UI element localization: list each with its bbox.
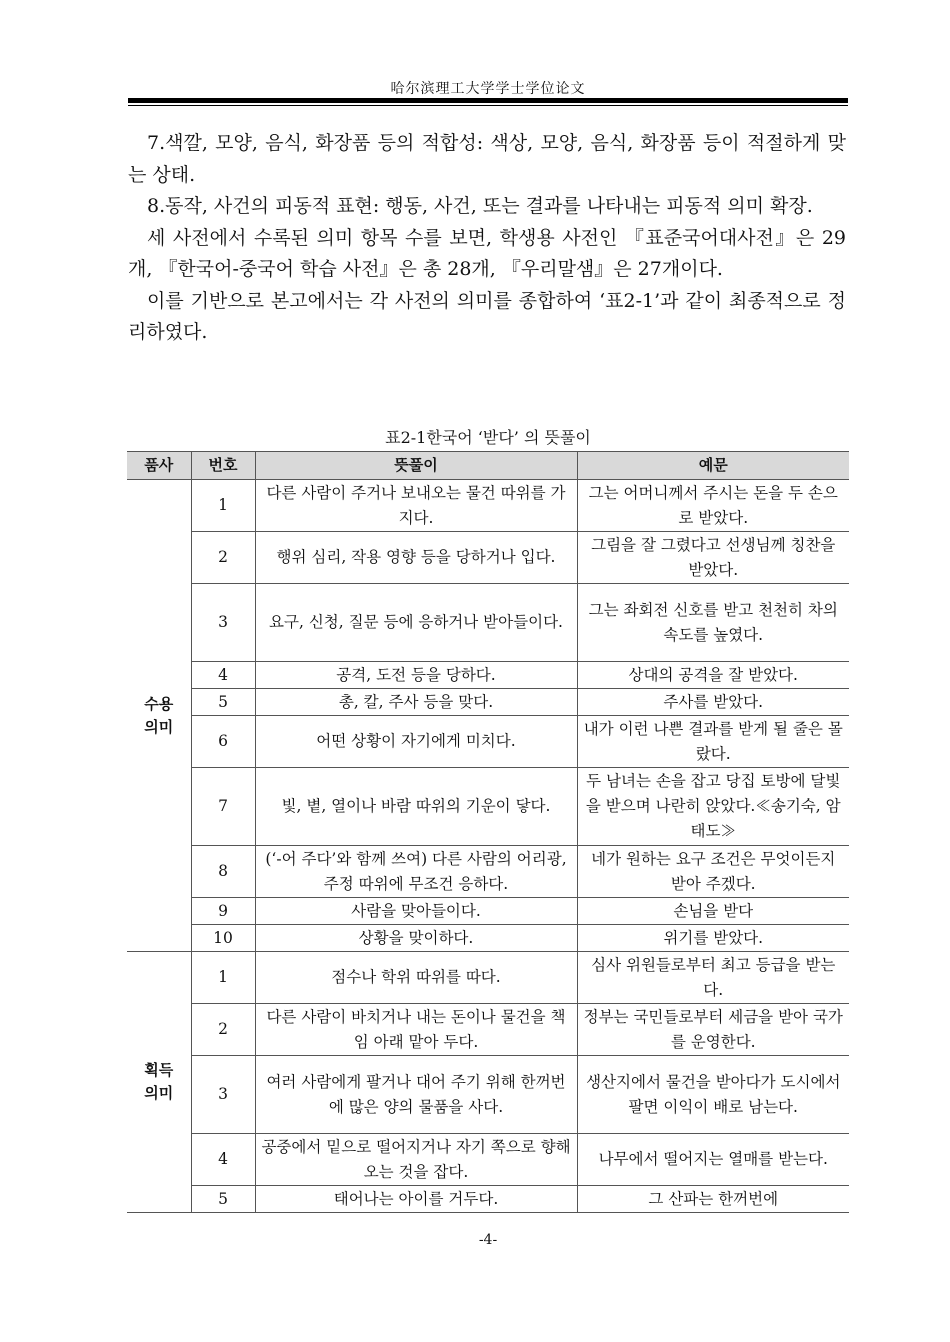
example-cell: 정부는 국민들로부터 세금을 받아 국가를 운영한다. [577, 1004, 849, 1056]
meaning-cell: 점수나 학위 따위를 따다. [255, 952, 577, 1004]
body-text [128, 128, 846, 349]
example-cell: 상대의 공격을 잘 받았다. [577, 662, 849, 689]
example-cell: 나무에서 떨어지는 열매를 받는다. [577, 1134, 849, 1186]
meaning-cell: 공중에서 밑으로 떨어지거나 자기 쪽으로 향해 오는 것을 잡다. [255, 1134, 577, 1186]
table-header-row [127, 452, 849, 480]
paragraph-summary: 이를 기반으로 본고에서는 각 사전의 의미를 종합하여 ‘표2-1’과 같이 최종적으로 정리하였다. [128, 289, 846, 343]
table-body [127, 480, 849, 1213]
example-cell: 내가 이런 나쁜 결과를 받게 될 줄은 몰랐다. [577, 716, 849, 768]
number-cell: 7 [191, 768, 255, 846]
meaning-cell: 행위 심리, 작용 영향 등을 당하거나 입다. [255, 532, 577, 584]
meaning-cell: 상황을 맞이하다. [255, 925, 577, 952]
example-cell: 손님을 받다 [577, 898, 849, 925]
number-cell: 3 [191, 1056, 255, 1134]
meaning-cell: 요구, 신청, 질문 등에 응하거나 받아들이다. [255, 584, 577, 662]
number-cell: 1 [191, 480, 255, 532]
number-cell: 3 [191, 584, 255, 662]
meaning-cell: 다른 사람이 바치거나 내는 돈이나 물건을 책임 아래 맡아 두다. [255, 1004, 577, 1056]
pos-cell [127, 952, 191, 1213]
paragraph-counts: 세 사전에서 수록된 의미 항목 수를 보면, 학생용 사전인 『표준국어대사전』은 29개, 『한국어-중국어 학습 사전』은 총 28개, 『우리말샘』은 27개이다. [128, 226, 846, 280]
table-row [127, 1134, 849, 1186]
number-cell: 2 [191, 1004, 255, 1056]
header-example: 예문 [577, 452, 849, 480]
meaning-cell: 여러 사람에게 팔거나 대어 주기 위해 한꺼번에 많은 양의 물품을 사다. [255, 1056, 577, 1134]
paragraph-8: 8.동작, 사건의 피동적 표현: 행동, 사건, 또는 결과를 나타내는 피동적 의미 확장. [147, 195, 813, 217]
number-cell: 9 [191, 898, 255, 925]
example-cell: 주사를 받았다. [577, 689, 849, 716]
meaning-cell: (‘-어 주다’와 함께 쓰여) 다른 사람의 어리광, 주정 따위에 무조건 응하다. [255, 846, 577, 898]
number-cell: 10 [191, 925, 255, 952]
meaning-cell: 다른 사람이 주거나 보내오는 물건 따위를 가지다. [255, 480, 577, 532]
number-cell: 4 [191, 662, 255, 689]
meaning-table [127, 451, 849, 1213]
table-row [127, 480, 849, 532]
pos-label: 의미 [144, 1084, 174, 1102]
number-cell: 2 [191, 532, 255, 584]
example-cell: 위기를 받았다. [577, 925, 849, 952]
example-cell: 그는 좌회전 신호를 받고 천천히 차의 속도를 높였다. [577, 584, 849, 662]
meaning-cell: 빛, 볕, 열이나 바람 따위의 기운이 닿다. [255, 768, 577, 846]
paragraph-7: 7.색깔, 모양, 음식, 화장품 등의 적합성: 색상, 모양, 음식, 화장품 등이 적절하게 맞는 상태. [128, 132, 846, 186]
meaning-cell: 태어나는 아이를 거두다. [255, 1186, 577, 1213]
header-rule-thin [128, 105, 848, 106]
table-row [127, 1056, 849, 1134]
header-pos: 품사 [127, 452, 191, 480]
pos-label: 의미 [144, 717, 174, 736]
number-cell: 8 [191, 846, 255, 898]
table-caption: 표2-1한국어 ‘받다’ 의 뜻풀이 [385, 428, 591, 447]
table-row [127, 925, 849, 952]
table-row [127, 1004, 849, 1056]
page-header: 哈尔滨理工大学学士学位论文 [390, 81, 586, 97]
header-rule-thick [128, 98, 848, 103]
table-row [127, 846, 849, 898]
table-row [127, 689, 849, 716]
number-cell: 5 [191, 1186, 255, 1213]
example-cell: 심사 위원들로부터 최고 등급을 받는다. [577, 952, 849, 1004]
example-cell: 네가 원하는 요구 조건은 무엇이든지 받아 주겠다. [577, 846, 849, 898]
pos-label: 획득 [144, 1061, 174, 1079]
meaning-cell: 공격, 도전 등을 당하다. [255, 662, 577, 689]
number-cell: 1 [191, 952, 255, 1004]
table-row [127, 1186, 849, 1213]
number-cell: 4 [191, 1134, 255, 1186]
meaning-cell: 사람을 맞아들이다. [255, 898, 577, 925]
table-row [127, 662, 849, 689]
example-cell: 그는 어머니께서 주시는 돈을 두 손으로 받았다. [577, 480, 849, 532]
number-cell: 6 [191, 716, 255, 768]
example-cell: 그림을 잘 그렸다고 선생님께 칭찬을 받았다. [577, 532, 849, 584]
table-row [127, 584, 849, 662]
table-row [127, 532, 849, 584]
meaning-cell: 어떤 상황이 자기에게 미치다. [255, 716, 577, 768]
pos-cell [127, 480, 191, 952]
header-number: 번호 [191, 452, 255, 480]
example-cell: 두 남녀는 손을 잡고 당집 토방에 달빛을 받으며 나란히 앉았다.≪송기숙, 암태도≫ [577, 768, 849, 846]
number-cell: 5 [191, 689, 255, 716]
table-row [127, 716, 849, 768]
example-cell: 생산지에서 물건을 받아다가 도시에서 팔면 이익이 배로 남는다. [577, 1056, 849, 1134]
table-row [127, 952, 849, 1004]
table-row [127, 898, 849, 925]
page-number: -4- [478, 1232, 498, 1248]
example-cell: 그 산파는 한꺼번에 [577, 1186, 849, 1213]
table-row [127, 768, 849, 846]
pos-label: 수용 [144, 694, 174, 713]
header-meaning: 뜻풀이 [255, 452, 577, 480]
meaning-cell: 총, 칼, 주사 등을 맞다. [255, 689, 577, 716]
